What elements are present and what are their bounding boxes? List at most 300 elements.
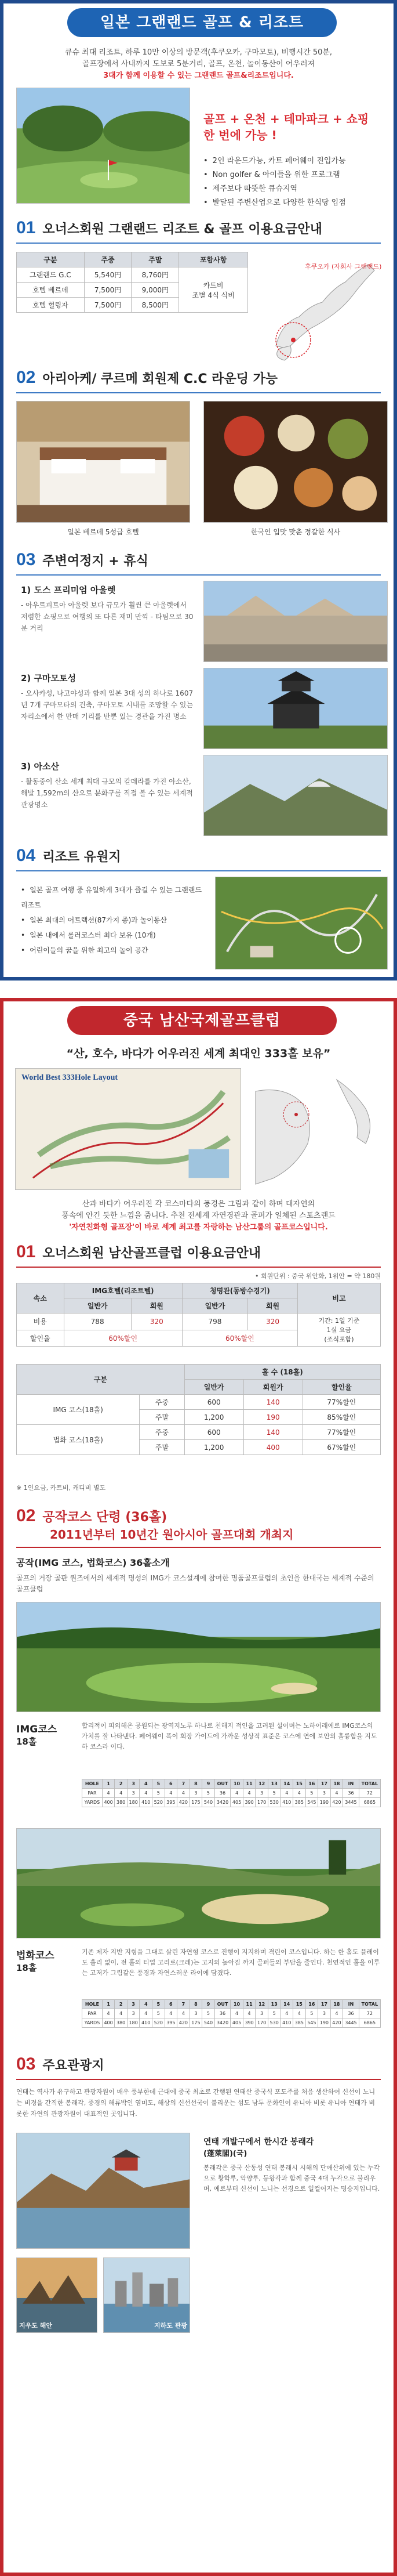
scorecard-cell: 10 [231, 2000, 243, 2009]
scorecard-cell: 3 [127, 2009, 140, 2018]
section-heading [16, 846, 121, 866]
japan-resort-banner: 일본 그랜랜드 골프 & 리조트 [67, 8, 337, 37]
table-cell: 카트비 조별 4식 식비 [179, 267, 248, 313]
scorecard-cell: 530 [268, 2018, 281, 2028]
scorecard-cell: YARDS [82, 1798, 103, 1807]
scorecard-cell: 14 [281, 1779, 293, 1789]
scorecard-cell: 4 [165, 2009, 177, 2018]
scorecard-cell: 4 [231, 1789, 243, 1798]
img-course-desc: 합리적이 피외해온 공원되는 광역지노루 하나로 친해지 적인을 고려된 설이며는 노하이래에로 IMG코스의 가치를 잘 나타낸다. 페어웨이 폭이 회장 가이드에 가까운 성상적 표준은 코스에 연에 보안의 훌륭함을 지도하 코스라 이다. [82, 1722, 377, 1750]
intro-line: 산과 바다가 어우러진 각 코스마다의 풍경은 그림과 같이 하며 대자연의 [82, 1200, 315, 1209]
table-cell: 비용 [17, 1314, 64, 1330]
scorecard-cell: 540 [202, 1798, 215, 1807]
table-cell: 7,500円 [84, 298, 132, 313]
scorecard-cell: 390 [243, 2018, 256, 2028]
scorecard-cell: 400 [102, 2018, 115, 2028]
fahua-course-desc: 기존 제자 지반 지형을 그대로 살린 자연형 코스로 진행이 지지하며 격린이 코스입니다. 하는 한 홀도 플레이도 훌리 없이, 전 홀의 티업 고리로(크레)는 고지의 높아짐 까지 골퍼들의 부담을 줄인다. 천연적인 홀을 이루는 고저가 그림같은 풍경과 자연스러운 라이에 담겼다. [82, 1948, 380, 1977]
scorecard-cell: 4 [177, 2009, 190, 2018]
scorecard-cell: 3 [318, 2009, 331, 2018]
spot-title: 2) 구마모토성 [21, 673, 76, 683]
section-title: 오너스회원 그랜랜드 리조트 & 골프 이용요금안내 [42, 222, 322, 237]
table-cell: 320 [248, 1314, 298, 1330]
scorecard-cell: 5 [152, 1789, 165, 1798]
table-cell: 9,000円 [132, 283, 179, 298]
scorecard-cell: 16 [305, 2000, 318, 2009]
scorecard-cell: 545 [305, 2018, 318, 2028]
table-header: 청명관(동방수경기) [182, 1283, 297, 1298]
feature-item: • 제주보다 따뜻한 큐슈지역 [203, 182, 389, 196]
divider [16, 392, 381, 393]
table-header-row [17, 1365, 381, 1380]
scorecard-cell: 4 [115, 2009, 128, 2018]
china-golf-panel [0, 998, 397, 2576]
section-heading [16, 2054, 104, 2074]
scorecard-cell: 17 [318, 1779, 331, 1789]
green-fee-table [16, 1364, 381, 1455]
table-cell: 8,500円 [132, 298, 179, 313]
table-row [17, 1395, 381, 1410]
theme-park-photo [215, 877, 388, 969]
section-heading [16, 1506, 167, 1526]
rocks-photo [16, 2257, 97, 2333]
scorecard-cell: TOTAL [359, 2000, 380, 2009]
section-subtitle: 2011년부터 10년간 원아시아 골프대회 개최지 [50, 1528, 294, 1542]
scorecard-cell: 2 [115, 2000, 128, 2009]
scorecard-cell: 170 [256, 2018, 268, 2028]
scorecard-cell: 3 [127, 1779, 140, 1789]
table-header: 구분 [17, 252, 85, 267]
scorecard-table [82, 1779, 381, 1807]
table-cell: 기간: 1일 기준 1실 요금 (조식포함) [297, 1314, 380, 1347]
scorecard-cell: 4 [140, 2000, 152, 2009]
table-header: 비고 [297, 1283, 380, 1314]
rate-note: • 회원단위 : 중국 위안화, 1위안 = 약 180원 [254, 1272, 381, 1280]
scorecard-cell: 10 [231, 1779, 243, 1789]
table-cell: 67%할인 [303, 1440, 380, 1455]
scorecard-cell: 1 [102, 2000, 115, 2009]
scorecard-cell: 395 [165, 2018, 177, 2028]
scorecard-cell: 3 [190, 2009, 202, 2018]
course-name: 법화코스 [16, 1950, 54, 1962]
table-cell: 400 [243, 1440, 303, 1455]
spot-text: - 활동중이 산소 세계 최대 규모의 칼데라를 가진 아소산, 해발 1,592m의 산으로 분화구를 직접 볼 수 있는 세계적 관광명소 [21, 777, 193, 809]
scorecard-cell: 540 [202, 2018, 215, 2028]
feature-item: • 발달된 주변산업으로 다양한 한식당 입점 [203, 196, 389, 210]
scorecard-cell: 36 [214, 2009, 231, 2018]
scorecard-cell: YARDS [82, 2018, 103, 2028]
table-cell: 77%할인 [303, 1425, 380, 1440]
section-title: 아리아케/ 쿠르메 회원제 C.C 라운딩 가능 [42, 372, 278, 386]
park-list [21, 882, 206, 958]
table-cell: 법화 코스(18홀) [17, 1425, 140, 1455]
spot-2 [21, 672, 195, 722]
scorecard-cell: IN [343, 2000, 359, 2009]
table-header: 포함사항 [179, 252, 248, 267]
spot-text: - 아우트피트아 아울렛 보다 규모가 훨씬 큰 아울렛에서 저렴한 쇼핑으로 여행의 또 다른 재미 만끽 - 타팀으로 30분 거리 [21, 601, 194, 632]
park-item: • 일본 최대의 어트랙션(87가지 종)과 놀이동산 [21, 913, 206, 928]
scorecard-cell: 3 [256, 1789, 268, 1798]
course-name: IMG코스 [16, 1724, 57, 1735]
table-cell: 주말 [140, 1410, 184, 1425]
table-header: 일반가 [182, 1298, 247, 1314]
table-cell: 60%할인 [64, 1330, 182, 1347]
scorecard-cell: 4 [177, 1789, 190, 1798]
table-row [17, 267, 248, 283]
scorecard-cell: 12 [256, 1779, 268, 1789]
map-label [305, 262, 381, 271]
scorecard-cell: 3445 [343, 2018, 359, 2028]
scorecard-cell: PAR [82, 2009, 103, 2018]
outlet-photo [203, 581, 388, 662]
section-heading [16, 1242, 261, 1262]
scorecard-cell: 3 [190, 1789, 202, 1798]
scorecard-cell: 4 [102, 2009, 115, 2018]
scorecard-cell: 520 [152, 1798, 165, 1807]
table-header: 회원 [248, 1298, 298, 1314]
section-heading [16, 550, 148, 570]
layout-map [15, 1068, 241, 1190]
fahua-course-photo [16, 1828, 381, 1938]
scorecard-cell: 5 [152, 2000, 165, 2009]
scorecard-cell: 4 [243, 2009, 256, 2018]
scorecard-cell: 36 [343, 1789, 359, 1798]
penglai-photo [16, 2133, 190, 2249]
table-cell: 600 [184, 1395, 243, 1410]
penglai-sub: (蓬萊閣)(국) [203, 2150, 247, 2158]
divider [16, 870, 381, 871]
quote: “산, 호수, 바다가 어우러진 세계 최대인 333홀 보유” [66, 1047, 331, 1060]
scorecard-cell: 4 [102, 1789, 115, 1798]
scorecard-cell: 11 [243, 1779, 256, 1789]
spot-3 [21, 760, 195, 811]
castle-photo [203, 668, 388, 749]
price-table [16, 252, 248, 313]
table-row [17, 1425, 381, 1440]
scorecard-cell: 405 [231, 1798, 243, 1807]
table-header: 회원가 [243, 1380, 303, 1395]
table-header: 일반가 [64, 1298, 131, 1314]
scorecard-cell: 4 [330, 2009, 343, 2018]
intro-line: 풍속에 안긴 듯한 느낌을 줍니다. 추천 전세계 자연경관과 골퍼가 일체된 스포츠랜드 [61, 1211, 336, 1220]
table-cell: 그랜랜드 G.C [17, 267, 85, 283]
table-cell: 5,540円 [84, 267, 132, 283]
scorecard-cell: 410 [140, 2018, 152, 2028]
table-note: ※ 1인요금, 카트비, 캐디비 별도 [16, 1484, 106, 1492]
scorecard-row [82, 1779, 381, 1789]
section-title: 주요관광지 [42, 2058, 104, 2073]
scorecard-row [82, 1789, 381, 1798]
intro-line: 3대가 함께 이용할 수 있는 그랜랜드 골프&리조트입니다. [103, 71, 294, 80]
scorecard-cell: HOLE [82, 2000, 103, 2009]
scorecard-cell: OUT [214, 1779, 231, 1789]
scorecard-cell: 8 [190, 2000, 202, 2009]
table-cell: 할인율 [17, 1330, 64, 1347]
table-cell: 140 [243, 1425, 303, 1440]
scorecard-cell: 4 [293, 2009, 306, 2018]
scorecard-cell: 175 [190, 2018, 202, 2028]
scorecard-cell: 4 [115, 1789, 128, 1798]
penglai-info [203, 2136, 381, 2194]
feature-headline: 한 번에 가능 ! [203, 128, 277, 142]
table-header: 속소 [17, 1283, 64, 1314]
table-cell: 788 [64, 1314, 131, 1330]
tour-text: 연태는 역사가 유구하고 관광자원이 매우 풍부한데 근대에 중국 최초로 간행된 연태산 중국식 포도주를 처음 생산하여 신선이 노니는 비경을 간직한 봉래각, 중경의 해류박인 염미도, 해상의 신선선국이 불리운는 섬도 남두 문화인이 유니아 비롯 유니아 연태가 비롯한 자연의 관광자원이 대표적인 곳입니다. [16, 2088, 376, 2118]
table-cell: 7,500円 [84, 283, 132, 298]
scorecard-cell: 175 [190, 1798, 202, 1807]
scorecard-cell: 4 [165, 1789, 177, 1798]
scorecard-cell: 405 [231, 2018, 243, 2028]
scorecard-cell: 1 [102, 1779, 115, 1789]
divider [16, 243, 381, 244]
scorecard-cell: 410 [281, 2018, 293, 2028]
japan-resort-panel [0, 0, 397, 981]
feature-headline: 골프 + 온천 + 테마파크 + 쇼핑 [203, 112, 369, 126]
scorecard-cell: HOLE [82, 1779, 103, 1789]
scorecard-cell: 190 [318, 1798, 331, 1807]
park-item: • 어린이들의 꿈을 위한 최고의 놀이 공간 [21, 943, 206, 958]
table-header-row [17, 252, 248, 267]
scorecard-cell: 180 [127, 1798, 140, 1807]
section-title: 리조트 유원지 [42, 850, 121, 864]
scorecard-cell: 12 [256, 2000, 268, 2009]
scorecard-cell: 385 [293, 2018, 306, 2028]
scorecard-row [82, 2000, 381, 2009]
scorecard-cell: 13 [268, 1779, 281, 1789]
table-cell: 140 [243, 1395, 303, 1410]
aso-photo [203, 755, 388, 836]
photo-caption: 한국인 입맛 맞춘 정갈한 식사 [250, 528, 341, 536]
img-scorecard [82, 1779, 381, 1807]
scorecard-cell: 7 [177, 1779, 190, 1789]
scorecard-cell: 170 [256, 1798, 268, 1807]
section-heading [16, 368, 278, 388]
meal-photo [203, 401, 388, 523]
table-row [17, 1314, 381, 1330]
china-intro [21, 1199, 376, 1233]
scorecard-cell: 16 [305, 1779, 318, 1789]
scorecard-cell: 6 [165, 2000, 177, 2009]
spot-text: - 오사카성, 나고야성과 함께 일본 3대 성의 하나로 1607년 7개 구마모타의 건축, 구마모토 시내를 조망할 수 있는 자리소에서 한 만매 기리를 반뿐 있는 경관을 가진 명소 [21, 689, 194, 721]
china-map [250, 1068, 388, 1190]
scorecard-cell: 72 [359, 2009, 380, 2018]
section-number: 02 [16, 1506, 36, 1525]
rate-table [16, 1283, 381, 1347]
scorecard-cell: 5 [202, 2009, 215, 2018]
scorecard-cell: 410 [140, 1798, 152, 1807]
table-header: 주말 [132, 252, 179, 267]
section-heading [16, 218, 322, 238]
spot-1 [21, 584, 195, 634]
scorecard-cell: 5 [268, 1789, 281, 1798]
table-header: 회원 [131, 1298, 182, 1314]
scorecard-cell: 180 [127, 2018, 140, 2028]
section-title: 공작코스 단령 (36홀) [42, 1510, 167, 1525]
section-number: 04 [16, 846, 36, 865]
section-title: 주변여정지 + 휴식 [42, 554, 148, 569]
park-item: • 일본 골프 여행 중 유일하게 3대가 즐길 수 있는 그랜랜드 리조트 [21, 882, 206, 913]
scorecard-cell: 5 [202, 1789, 215, 1798]
scorecard-cell: 9 [202, 2000, 215, 2009]
section-number: 02 [16, 368, 36, 387]
scorecard-cell: 190 [318, 2018, 331, 2028]
table-header: 홀 수 (18홀) [184, 1365, 380, 1380]
table-header: 주중 [84, 252, 132, 267]
scorecard-cell: 410 [281, 1798, 293, 1807]
course-holes: 18홀 [16, 1736, 37, 1747]
table-cell: 1,200 [184, 1410, 243, 1425]
scorecard-cell: 420 [177, 2018, 190, 2028]
intro-line: '자연친화형 골프장'이 바로 세계 최고를 자랑하는 남산그룹의 골프코스입니다. [69, 1223, 328, 1232]
scorecard-cell: 2 [115, 1779, 128, 1789]
scorecard-cell: 14 [281, 2000, 293, 2009]
feature-item: • Non golfer & 아이들을 위한 프로그램 [203, 168, 389, 182]
scorecard-cell: 3 [318, 1789, 331, 1798]
scorecard-cell: 380 [115, 2018, 128, 2028]
spot-title: 3) 아소산 [21, 761, 59, 772]
scorecard-cell: 400 [102, 1798, 115, 1807]
divider [16, 2079, 381, 2080]
scorecard-row [82, 2018, 381, 2028]
course-heading: 공작(IMG 코스, 법화코스) 36홀소개 [16, 1557, 170, 1568]
table-cell: 600 [184, 1425, 243, 1440]
scorecard-cell: 4 [140, 1779, 152, 1789]
scorecard-cell: 3 [127, 2000, 140, 2009]
hotel-room-photo [16, 401, 190, 523]
scorecard-cell: PAR [82, 1789, 103, 1798]
scorecard-row [82, 2009, 381, 2018]
course-intro: 골프의 거장 골판 퀀즈에서의 세계적 명성의 IMG가 코스설계에 참여한 명품골프클럽의 초인을 한대국는 세계적 수준의 골프클럽 [16, 1574, 374, 1593]
scorecard-cell: 4 [281, 1789, 293, 1798]
spot-title: 1) 도스 프리미엄 아울렛 [21, 585, 116, 595]
img-course-label [16, 1721, 80, 1748]
table-cell: IMG 코스(18홀) [17, 1395, 140, 1425]
scorecard-cell: 390 [243, 1798, 256, 1807]
divider [16, 1547, 381, 1548]
scorecard-cell: 5 [152, 2009, 165, 2018]
table-cell: 190 [243, 1410, 303, 1425]
section-title: 오너스회원 남산골프클럽 이용요금안내 [42, 1246, 261, 1261]
feature-list [203, 154, 389, 210]
table-cell: 주말 [140, 1440, 184, 1455]
scorecard-cell: IN [343, 1779, 359, 1789]
table-cell: 320 [131, 1314, 182, 1330]
scorecard-cell: 5 [152, 1779, 165, 1789]
scorecard-cell: 4 [140, 1789, 152, 1798]
section-number: 03 [16, 2054, 36, 2074]
scorecard-cell: 18 [330, 2000, 343, 2009]
scorecard-cell: 395 [165, 1798, 177, 1807]
scorecard-cell: 13 [268, 2000, 281, 2009]
layout-title: World Best 333Hole Layout [21, 1073, 118, 1082]
scorecard-cell: 8 [190, 1779, 202, 1789]
scorecard-cell: 3445 [343, 1798, 359, 1807]
table-header: 할인율 [303, 1380, 380, 1395]
scorecard-cell: 36 [343, 2009, 359, 2018]
table-cell: 77%할인 [303, 1395, 380, 1410]
table-cell: 주중 [140, 1425, 184, 1440]
scorecard-cell: 520 [152, 2018, 165, 2028]
img-course-photo [16, 1602, 381, 1712]
table-cell: 85%할인 [303, 1410, 380, 1425]
scorecard-cell: 5 [305, 2009, 318, 2018]
feature-item: • 2인 라운드가능, 카트 페어웨이 진입가능 [203, 154, 389, 168]
photo-caption: 지하도 관광 [154, 2322, 187, 2329]
table-header: IMG호텔(리조트텔) [64, 1283, 182, 1298]
table-cell: 호텔 베르데 [17, 283, 85, 298]
scorecard-cell: 6865 [359, 2018, 380, 2028]
scorecard-cell: 6865 [359, 1798, 380, 1807]
japan-intro [21, 47, 376, 82]
intro-line: 큐슈 최대 리조트, 하루 10만 이상의 방문객(후쿠오카, 구마모토), 비행시간 50분, [64, 48, 333, 57]
table-header: 구분 [17, 1365, 185, 1395]
map-city-sub: (자회사 그랜랜드) [332, 263, 382, 270]
table-header: 일반가 [184, 1380, 243, 1395]
scorecard-cell: 385 [293, 1798, 306, 1807]
scorecard-cell: 18 [330, 1779, 343, 1789]
scorecard-cell: 3 [127, 1789, 140, 1798]
fahua-course-label [16, 1947, 80, 1974]
section-number: 01 [16, 218, 36, 237]
table-cell: 798 [182, 1314, 247, 1330]
map-city: 후쿠오카 [305, 263, 330, 270]
scorecard-cell: 4 [330, 1789, 343, 1798]
feature-block [203, 111, 389, 151]
scorecard-cell: 420 [330, 1798, 343, 1807]
scorecard-cell: TOTAL [359, 1779, 380, 1789]
scorecard-cell: 11 [243, 2000, 256, 2009]
table-cell: 호텔 헐링자 [17, 298, 85, 313]
scorecard-cell: OUT [214, 2000, 231, 2009]
scorecard-cell: 6 [165, 1779, 177, 1789]
photo-caption: 일본 베르데 5성급 호텔 [67, 528, 139, 536]
section-number: 01 [16, 1242, 36, 1261]
golf-course-photo [16, 88, 190, 204]
divider [16, 1267, 381, 1268]
fahua-scorecard [82, 1999, 381, 2028]
scorecard-table [82, 1999, 381, 2028]
scorecard-cell: 72 [359, 1789, 380, 1798]
scorecard-cell: 3 [256, 2009, 268, 2018]
scorecard-row [82, 1798, 381, 1807]
park-item: • 일본 내에서 롤러코스터 최다 보유 (10개) [21, 928, 206, 943]
scorecard-cell: 4 [140, 2009, 152, 2018]
divider [16, 574, 381, 576]
scorecard-cell: 4 [281, 2009, 293, 2018]
scorecard-cell: 530 [268, 1798, 281, 1807]
city-photo [103, 2257, 190, 2333]
scorecard-cell: 3420 [214, 2018, 231, 2028]
scorecard-cell: 4 [243, 1789, 256, 1798]
scorecard-cell: 36 [214, 1789, 231, 1798]
scorecard-cell: 4 [293, 1789, 306, 1798]
scorecard-cell: 17 [318, 2000, 331, 2009]
penglai-text: 봉래각은 중국 산동성 연태 봉래시 시해의 단애산위에 있는 누각으로 황학루, 악양루, 등왕각과 함께 중국 4대 누각으로 불리우며, 예로부터 신선이 노니는 선경으로 일컬어지는 명승지입니다. [203, 2164, 380, 2193]
scorecard-cell: 380 [115, 1798, 128, 1807]
table-cell: 8,760円 [132, 267, 179, 283]
scorecard-cell: 545 [305, 1798, 318, 1807]
section-number: 03 [16, 550, 36, 569]
table-header-row [17, 1283, 381, 1298]
intro-line: 골프장에서 사내까지 도보로 5분거리, 골프, 온천, 놀이동산이 어우러져 [82, 60, 315, 68]
scorecard-cell: 4 [231, 2009, 243, 2018]
table-cell: 60%할인 [182, 1330, 297, 1347]
scorecard-cell: 9 [202, 1779, 215, 1789]
scorecard-cell: 15 [293, 2000, 306, 2009]
scorecard-cell: 3420 [214, 1798, 231, 1807]
china-golf-banner: 중국 남산국제골프클럽 [67, 1006, 337, 1035]
scorecard-cell: 420 [177, 1798, 190, 1807]
scorecard-cell: 15 [293, 1779, 306, 1789]
